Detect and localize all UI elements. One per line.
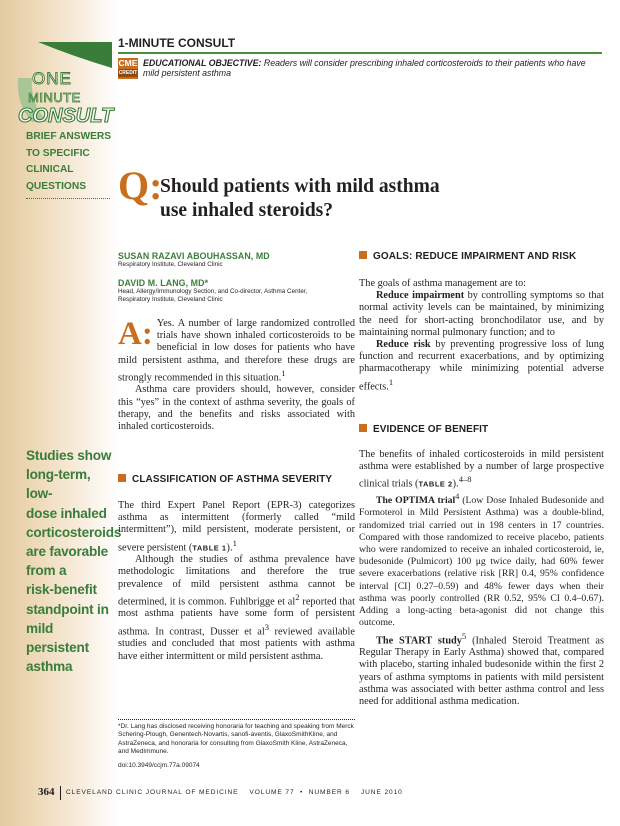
body-text: The benefits of inhaled corticosteroids in mild persistent asthma were established by a number of large prospective clinical trials (	[359, 449, 604, 490]
question-title-line: use inhaled steroids?	[160, 199, 334, 221]
cme-badge-top: CME	[118, 58, 138, 68]
footer-bullet: •	[300, 789, 304, 796]
evidence-heading	[359, 424, 604, 435]
answer-text: Yes. A number of large randomized controlled trials have shown inhaled corticosteroids to be beneficial in low doses for patients who have mild persistent asthma, and therefore these drugs are strongly recommended in this situation.	[118, 318, 355, 384]
section-heading-text: EVIDENCE OF BENEFIT	[373, 424, 489, 435]
author-name: SUSAN RAZAVI ABOUHASSAN, MD	[118, 251, 270, 261]
body-text: reviewed available studies and concluded that most patients with asthma have either intermittent or mild persistent asthma.	[118, 626, 355, 662]
body-text: Although the studies of asthma prevalence have methodologic limitations and therefore the true prevalence of mild persistent asthma cannot be determined, it is common. Fuhlbrigge et al	[118, 554, 355, 608]
answer-text: Asthma care providers should, however, consider this “yes” in the context of asthma severity, the goals of therapy, and the benefits and risks associated with inhaled corticosteroids.	[118, 384, 355, 433]
pull-quote-line: from a	[26, 563, 67, 579]
body-text: The third Expert Panel Report (EPR-3) categorizes asthma as intermittent (formerly called “mild intermittent”), mild persistent, moderate persistent, or severe persistent (	[118, 500, 355, 554]
author-affiliation: Respiratory Institute, Cleveland Clinic	[118, 296, 223, 303]
pull-quote	[26, 446, 122, 676]
objective-text: Readers will consider prescribing inhaled corticosteroids to their patients who have mild persistent asthma	[143, 58, 586, 79]
pull-quote-line: dose inhaled	[26, 505, 107, 521]
body-paragraph	[118, 500, 355, 554]
answer-mark: A:	[118, 316, 153, 352]
citation: 4–8	[458, 474, 472, 485]
body-text: reported that most asthma patients have some form of persistent asthma. In contrast, Dusser et al	[118, 596, 355, 638]
educational-objective	[143, 58, 603, 79]
journal-date: JUNE 2010	[360, 789, 403, 796]
author-block	[118, 251, 355, 304]
citation: 1	[388, 376, 394, 387]
goals-heading	[359, 251, 604, 262]
sidebar-intro	[26, 129, 112, 195]
citation: 5	[461, 630, 467, 641]
page-number: 364	[38, 786, 55, 798]
table-reference: TABLE 1	[192, 543, 227, 553]
bold-lead: Reduce impairment	[376, 290, 465, 302]
citation: 1	[281, 367, 286, 378]
citation: 1	[232, 537, 237, 548]
footer-rule	[60, 786, 61, 800]
sidebar-intro-line: CLINICAL	[26, 164, 74, 175]
question-mark: Q:	[118, 163, 163, 208]
pull-quote-line: corticosteroids	[26, 524, 122, 540]
body-paragraph: The goals of asthma management are to:	[359, 278, 526, 289]
author-affiliation: Respiratory Institute, Cleveland Clinic	[118, 261, 223, 268]
journal-volume: VOLUME 77	[249, 789, 295, 796]
body-text: ).	[452, 478, 459, 490]
disclosure-footnote: *Dr. Lang has disclosed receiving honoraria for teaching and speaking from Merck Schering-Plough, Genentech-Novartis, sanofi-aventis, GlaxoSmithKline, and AstraZeneca, and honoraria for consulting from GlaxoSmith Kline, AstraZeneca, and MedImmune.	[118, 723, 354, 755]
section-label: 1-MINUTE CONSULT	[118, 36, 236, 50]
logo-word-consult: CONSULT	[18, 105, 114, 127]
body-text: by controlling symptoms so that normal activity levels can be maintained, by minimizing the need for short-acting bronchodilator use, and by maintaining normal pulmonary function; and to	[359, 290, 604, 338]
author-affiliation: Head, Allergy/Immunology Section, and Co-director, Asthma Center,	[118, 288, 308, 295]
section-heading-text: CLASSIFICATION OF ASTHMA SEVERITY	[132, 474, 333, 485]
body-text: (Inhaled Steroid Treatment as Regular Therapy in Early Asthma) showed that, compared with placebo, starting inhaled budesonide within the first 2 years of asthma symptoms in patients with mild persistent asthma was associated with better asthma control and less need for additional asthma medication.	[359, 634, 604, 707]
body-paragraph	[359, 339, 604, 393]
header-rule	[118, 52, 602, 54]
logo-word-minute: MINUTE	[28, 90, 81, 105]
pull-quote-line: asthma	[26, 659, 73, 675]
body-paragraph	[359, 491, 604, 629]
journal-name: CLEVELAND CLINIC JOURNAL OF MEDICINE	[66, 789, 239, 796]
section-heading	[359, 251, 604, 262]
pull-quote-line: long-term, low-	[26, 467, 91, 502]
classification-heading	[118, 474, 355, 485]
citation: 3	[264, 621, 269, 632]
bold-lead: Reduce risk	[376, 339, 431, 351]
table-reference: TABLE 2	[418, 479, 453, 489]
sidebar-dotted-divider	[26, 198, 110, 199]
answer-block	[118, 318, 355, 433]
pull-quote-line: are favorable	[26, 544, 109, 560]
objective-label: EDUCATIONAL OBJECTIVE:	[143, 58, 262, 68]
heading-square-icon	[359, 251, 367, 259]
pull-quote-line: risk-benefit	[26, 582, 97, 598]
pull-quote-line: standpoint in	[26, 601, 109, 617]
pull-quote-line: Studies show	[26, 448, 112, 463]
bold-lead: The OPTIMA trial	[376, 495, 456, 507]
journal-footer	[66, 789, 403, 796]
journal-number: NUMBER 6	[308, 789, 350, 796]
bold-lead: The START study	[376, 634, 462, 646]
answer-paragraph	[118, 384, 355, 433]
section-heading	[118, 474, 355, 485]
sidebar-intro-line: TO SPECIFIC	[26, 147, 90, 159]
section-heading-text: GOALS: REDUCE IMPAIRMENT AND RISK	[373, 251, 577, 262]
sidebar-intro-line: QUESTIONS	[26, 180, 87, 192]
body-text: by preventing progressive loss of lung function and recurrent exacerbations, and by optimizing pharmacotherapy while minimizing potential adverse effects.	[359, 339, 604, 393]
question-title-line: Should patients with mild asthma	[160, 176, 440, 197]
footnote-rule	[118, 719, 355, 720]
author-name: DAVID M. LANG, MD*	[118, 278, 209, 288]
doi-line: doi:10.3949/ccjm.77a.09074	[118, 762, 200, 770]
logo-word-one: ONE	[32, 69, 72, 88]
answer-paragraph	[118, 318, 355, 384]
classification-body	[118, 500, 355, 663]
citation: 2	[295, 591, 300, 602]
evidence-body	[359, 449, 604, 708]
body-text: ).	[226, 542, 233, 554]
heading-square-icon	[359, 424, 367, 432]
one-minute-consult-logo	[12, 38, 116, 130]
body-paragraph	[359, 630, 604, 709]
sidebar-intro-line: BRIEF ANSWERS	[26, 131, 112, 142]
cme-credit-badge	[118, 58, 138, 79]
cme-badge-bottom: CREDIT	[118, 70, 138, 76]
question-title	[160, 175, 490, 222]
section-heading	[359, 424, 604, 435]
body-paragraph	[359, 290, 604, 339]
body-paragraph	[359, 449, 604, 491]
citation: 4	[455, 492, 460, 502]
goals-body	[359, 278, 604, 393]
pull-quote-line: mild persistent	[26, 620, 89, 656]
heading-square-icon	[118, 474, 126, 482]
footnote-block	[118, 719, 355, 770]
body-paragraph	[118, 554, 355, 662]
body-text: (Low Dose Inhaled Budesonide and Formoterol in Mild Persistent Asthma) was a double-blind, randomized trial carried out in 198 centers in 17 countries. Compared with those randomized to receive placebo, patients who were randomized to receive an inhaled corticosteroid, ie, budesonide (Pulmicort) 100 μg twice daily, had 60% fewer severe exacerbations (relative risk [RR] 0.4, 95% confidence interval [CI] 0.27–0.59) and 48% fewer days when their asthma was poorly controlled (RR 0.52, 95% CI 0.4–0.67). Adding a long-acting beta-agonist did not change this outcome.	[359, 495, 604, 629]
